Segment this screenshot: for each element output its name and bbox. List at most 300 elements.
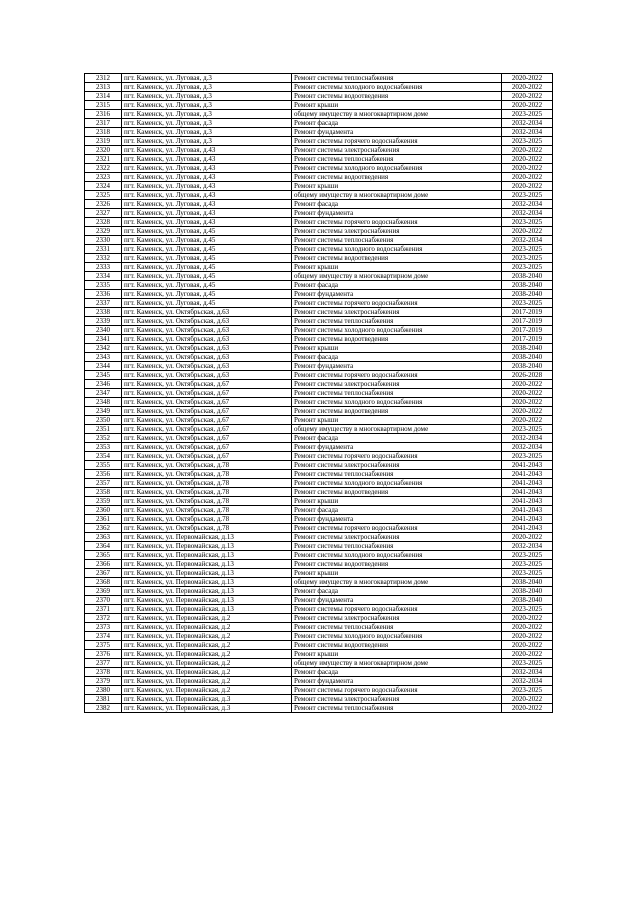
row-number: 2323 <box>85 173 122 182</box>
table-row <box>85 506 553 515</box>
table-row <box>85 398 553 407</box>
address-cell: пгт. Каменск, ул. Луговая, д.45 <box>122 299 292 308</box>
work-type-cell: Ремонт системы электроснабжения <box>292 695 502 704</box>
address-cell: пгт. Каменск, ул. Луговая, д.45 <box>122 272 292 281</box>
row-number: 2379 <box>85 677 122 686</box>
row-number: 2348 <box>85 398 122 407</box>
period-cell: 2038-2040 <box>502 596 553 605</box>
period-cell: 2020-2022 <box>502 641 553 650</box>
row-number: 2378 <box>85 668 122 677</box>
work-type-cell: Ремонт системы горячего водоснабжения <box>292 299 502 308</box>
work-type-cell: общему имуществу в многоквартирном доме <box>292 578 502 587</box>
period-cell: 2020-2022 <box>502 704 553 713</box>
row-number: 2373 <box>85 623 122 632</box>
table-row <box>85 452 553 461</box>
period-cell: 2020-2022 <box>502 416 553 425</box>
address-cell: пгт. Каменск, ул. Первомайская, д.13 <box>122 605 292 614</box>
address-cell: пгт. Каменск, ул. Луговая, д.3 <box>122 92 292 101</box>
work-type-cell: Ремонт крыши <box>292 182 502 191</box>
row-number: 2342 <box>85 344 122 353</box>
address-cell: пгт. Каменск, ул. Октябрьская, д.63 <box>122 344 292 353</box>
period-cell: 2023-2025 <box>502 110 553 119</box>
table-row <box>85 182 553 191</box>
period-cell: 2026-2028 <box>502 371 553 380</box>
address-cell: пгт. Каменск, ул. Первомайская, д.3 <box>122 704 292 713</box>
work-type-cell: общему имуществу в многоквартирном доме <box>292 659 502 668</box>
work-type-cell: Ремонт фасада <box>292 587 502 596</box>
address-cell: пгт. Каменск, ул. Октябрьская, д.67 <box>122 425 292 434</box>
table-row <box>85 497 553 506</box>
work-type-cell: Ремонт фасада <box>292 506 502 515</box>
address-cell: пгт. Каменск, ул. Октябрьская, д.67 <box>122 416 292 425</box>
address-cell: пгт. Каменск, ул. Луговая, д.43 <box>122 146 292 155</box>
table-row <box>85 353 553 362</box>
work-type-cell: Ремонт крыши <box>292 263 502 272</box>
work-type-cell: Ремонт системы электроснабжения <box>292 614 502 623</box>
work-type-cell: Ремонт фундамента <box>292 128 502 137</box>
period-cell: 2032-2034 <box>502 434 553 443</box>
period-cell: 2041-2043 <box>502 479 553 488</box>
period-cell: 2023-2025 <box>502 452 553 461</box>
row-number: 2332 <box>85 254 122 263</box>
period-cell: 2017-2019 <box>502 326 553 335</box>
table-row <box>85 173 553 182</box>
table-row <box>85 245 553 254</box>
row-number: 2316 <box>85 110 122 119</box>
row-number: 2344 <box>85 362 122 371</box>
work-type-cell: Ремонт фасада <box>292 434 502 443</box>
row-number: 2357 <box>85 479 122 488</box>
work-type-cell: общему имуществу в многоквартирном доме <box>292 272 502 281</box>
address-cell: пгт. Каменск, ул. Луговая, д.43 <box>122 209 292 218</box>
work-type-cell: Ремонт системы горячего водоснабжения <box>292 686 502 695</box>
address-cell: пгт. Каменск, ул. Октябрьская, д.78 <box>122 524 292 533</box>
work-type-cell: Ремонт фундамента <box>292 677 502 686</box>
work-type-cell: Ремонт системы электроснабжения <box>292 461 502 470</box>
address-cell: пгт. Каменск, ул. Луговая, д.43 <box>122 218 292 227</box>
period-cell: 2032-2034 <box>502 119 553 128</box>
row-number: 2369 <box>85 587 122 596</box>
table-row <box>85 299 553 308</box>
period-cell: 2020-2022 <box>502 92 553 101</box>
table-row <box>85 344 553 353</box>
address-cell: пгт. Каменск, ул. Октябрьская, д.63 <box>122 326 292 335</box>
table-row <box>85 659 553 668</box>
address-cell: пгт. Каменск, ул. Первомайская, д.13 <box>122 533 292 542</box>
period-cell: 2038-2040 <box>502 362 553 371</box>
period-cell: 2023-2025 <box>502 686 553 695</box>
work-type-cell: общему имуществу в многоквартирном доме <box>292 110 502 119</box>
period-cell: 2023-2025 <box>502 191 553 200</box>
row-number: 2321 <box>85 155 122 164</box>
work-type-cell: Ремонт крыши <box>292 416 502 425</box>
table-row <box>85 146 553 155</box>
table-row <box>85 92 553 101</box>
address-cell: пгт. Каменск, ул. Луговая, д.3 <box>122 137 292 146</box>
address-cell: пгт. Каменск, ул. Первомайская, д.2 <box>122 677 292 686</box>
table-row <box>85 614 553 623</box>
address-cell: пгт. Каменск, ул. Октябрьская, д.67 <box>122 443 292 452</box>
row-number: 2337 <box>85 299 122 308</box>
table-row <box>85 380 553 389</box>
row-number: 2372 <box>85 614 122 623</box>
work-type-cell: Ремонт фасада <box>292 200 502 209</box>
address-cell: пгт. Каменск, ул. Октябрьская, д.63 <box>122 308 292 317</box>
table-row <box>85 488 553 497</box>
address-cell: пгт. Каменск, ул. Первомайская, д.2 <box>122 623 292 632</box>
table-row <box>85 677 553 686</box>
table-row <box>85 236 553 245</box>
period-cell: 2023-2025 <box>502 425 553 434</box>
period-cell: 2023-2025 <box>502 137 553 146</box>
address-cell: пгт. Каменск, ул. Октябрьская, д.67 <box>122 407 292 416</box>
row-number: 2331 <box>85 245 122 254</box>
work-type-cell: Ремонт фундамента <box>292 596 502 605</box>
table-row <box>85 560 553 569</box>
period-cell: 2038-2040 <box>502 344 553 353</box>
period-cell: 2020-2022 <box>502 407 553 416</box>
row-number: 2329 <box>85 227 122 236</box>
period-cell: 2023-2025 <box>502 254 553 263</box>
table-row <box>85 317 553 326</box>
address-cell: пгт. Каменск, ул. Октябрьская, д.78 <box>122 506 292 515</box>
table-body <box>85 74 553 713</box>
work-type-cell: Ремонт системы теплоснабжения <box>292 470 502 479</box>
work-type-cell: Ремонт системы горячего водоснабжения <box>292 137 502 146</box>
row-number: 2354 <box>85 452 122 461</box>
table-row <box>85 416 553 425</box>
row-number: 2313 <box>85 83 122 92</box>
address-cell: пгт. Каменск, ул. Октябрьская, д.63 <box>122 335 292 344</box>
work-type-cell: Ремонт системы холодного водоснабжения <box>292 479 502 488</box>
address-cell: пгт. Каменск, ул. Луговая, д.43 <box>122 164 292 173</box>
table-row <box>85 569 553 578</box>
address-cell: пгт. Каменск, ул. Луговая, д.3 <box>122 128 292 137</box>
table-row <box>85 443 553 452</box>
work-type-cell: Ремонт системы теплоснабжения <box>292 74 502 83</box>
row-number: 2343 <box>85 353 122 362</box>
row-number: 2322 <box>85 164 122 173</box>
address-cell: пгт. Каменск, ул. Октябрьская, д.78 <box>122 488 292 497</box>
address-cell: пгт. Каменск, ул. Первомайская, д.13 <box>122 560 292 569</box>
row-number: 2314 <box>85 92 122 101</box>
work-type-cell: Ремонт системы холодного водоснабжения <box>292 551 502 560</box>
work-type-cell: Ремонт фундамента <box>292 290 502 299</box>
row-number: 2333 <box>85 263 122 272</box>
table-row <box>85 623 553 632</box>
row-number: 2341 <box>85 335 122 344</box>
period-cell: 2032-2034 <box>502 542 553 551</box>
table-row <box>85 254 553 263</box>
table-row <box>85 263 553 272</box>
row-number: 2315 <box>85 101 122 110</box>
row-number: 2360 <box>85 506 122 515</box>
period-cell: 2020-2022 <box>502 146 553 155</box>
row-number: 2376 <box>85 650 122 659</box>
address-cell: пгт. Каменск, ул. Первомайская, д.13 <box>122 578 292 587</box>
table-row <box>85 515 553 524</box>
address-cell: пгт. Каменск, ул. Луговая, д.43 <box>122 155 292 164</box>
table-row <box>85 200 553 209</box>
work-type-cell: Ремонт системы электроснабжения <box>292 227 502 236</box>
address-cell: пгт. Каменск, ул. Луговая, д.3 <box>122 110 292 119</box>
table-row <box>85 533 553 542</box>
address-cell: пгт. Каменск, ул. Октябрьская, д.78 <box>122 479 292 488</box>
table-row <box>85 524 553 533</box>
address-cell: пгт. Каменск, ул. Первомайская, д.13 <box>122 551 292 560</box>
table-row <box>85 74 553 83</box>
work-type-cell: Ремонт фасада <box>292 353 502 362</box>
table-row <box>85 479 553 488</box>
table-row <box>85 551 553 560</box>
address-cell: пгт. Каменск, ул. Октябрьская, д.78 <box>122 515 292 524</box>
period-cell: 2020-2022 <box>502 101 553 110</box>
period-cell: 2041-2043 <box>502 524 553 533</box>
row-number: 2375 <box>85 641 122 650</box>
row-number: 2350 <box>85 416 122 425</box>
address-cell: пгт. Каменск, ул. Луговая, д.3 <box>122 83 292 92</box>
row-number: 2380 <box>85 686 122 695</box>
row-number: 2367 <box>85 569 122 578</box>
row-number: 2324 <box>85 182 122 191</box>
work-type-cell: Ремонт системы горячего водоснабжения <box>292 218 502 227</box>
period-cell: 2020-2022 <box>502 650 553 659</box>
period-cell: 2032-2034 <box>502 677 553 686</box>
table-row <box>85 425 553 434</box>
table-row <box>85 290 553 299</box>
period-cell: 2020-2022 <box>502 182 553 191</box>
address-cell: пгт. Каменск, ул. Октябрьская, д.63 <box>122 371 292 380</box>
work-type-cell: Ремонт фундамента <box>292 443 502 452</box>
table-row <box>85 461 553 470</box>
period-cell: 2020-2022 <box>502 533 553 542</box>
work-type-cell: Ремонт фундамента <box>292 209 502 218</box>
work-type-cell: Ремонт крыши <box>292 101 502 110</box>
address-cell: пгт. Каменск, ул. Первомайская, д.2 <box>122 668 292 677</box>
table-row <box>85 308 553 317</box>
work-type-cell: Ремонт системы водоотведения <box>292 92 502 101</box>
row-number: 2340 <box>85 326 122 335</box>
table-row <box>85 632 553 641</box>
period-cell: 2023-2025 <box>502 218 553 227</box>
work-type-cell: Ремонт системы теплоснабжения <box>292 317 502 326</box>
period-cell: 2041-2043 <box>502 488 553 497</box>
period-cell: 2038-2040 <box>502 587 553 596</box>
row-number: 2345 <box>85 371 122 380</box>
period-cell: 2041-2043 <box>502 497 553 506</box>
period-cell: 2038-2040 <box>502 281 553 290</box>
row-number: 2351 <box>85 425 122 434</box>
address-cell: пгт. Каменск, ул. Октябрьская, д.63 <box>122 353 292 362</box>
work-type-cell: Ремонт системы холодного водоснабжения <box>292 398 502 407</box>
table-row <box>85 587 553 596</box>
row-number: 2371 <box>85 605 122 614</box>
row-number: 2336 <box>85 290 122 299</box>
period-cell: 2023-2025 <box>502 560 553 569</box>
row-number: 2330 <box>85 236 122 245</box>
row-number: 2328 <box>85 218 122 227</box>
period-cell: 2032-2034 <box>502 443 553 452</box>
work-type-cell: общему имуществу в многоквартирном доме <box>292 425 502 434</box>
period-cell: 2020-2022 <box>502 389 553 398</box>
address-cell: пгт. Каменск, ул. Октябрьская, д.63 <box>122 317 292 326</box>
table-row <box>85 137 553 146</box>
period-cell: 2038-2040 <box>502 272 553 281</box>
table-row <box>85 326 553 335</box>
period-cell: 2017-2019 <box>502 308 553 317</box>
row-number: 2346 <box>85 380 122 389</box>
period-cell: 2041-2043 <box>502 506 553 515</box>
table-row <box>85 371 553 380</box>
address-cell: пгт. Каменск, ул. Луговая, д.45 <box>122 227 292 236</box>
period-cell: 2032-2034 <box>502 668 553 677</box>
work-type-cell: Ремонт системы теплоснабжения <box>292 623 502 632</box>
period-cell: 2020-2022 <box>502 398 553 407</box>
table-row <box>85 209 553 218</box>
address-cell: пгт. Каменск, ул. Октябрьская, д.78 <box>122 461 292 470</box>
row-number: 2377 <box>85 659 122 668</box>
row-number: 2359 <box>85 497 122 506</box>
work-type-cell: Ремонт системы теплоснабжения <box>292 704 502 713</box>
period-cell: 2020-2022 <box>502 83 553 92</box>
work-type-cell: Ремонт системы теплоснабжения <box>292 236 502 245</box>
address-cell: пгт. Каменск, ул. Луговая, д.3 <box>122 101 292 110</box>
table-row <box>85 704 553 713</box>
row-number: 2355 <box>85 461 122 470</box>
table-row <box>85 596 553 605</box>
period-cell: 2041-2043 <box>502 515 553 524</box>
period-cell: 2020-2022 <box>502 614 553 623</box>
row-number: 2326 <box>85 200 122 209</box>
period-cell: 2020-2022 <box>502 695 553 704</box>
row-number: 2365 <box>85 551 122 560</box>
row-number: 2319 <box>85 137 122 146</box>
address-cell: пгт. Каменск, ул. Октябрьская, д.67 <box>122 398 292 407</box>
row-number: 2320 <box>85 146 122 155</box>
address-cell: пгт. Каменск, ул. Луговая, д.43 <box>122 173 292 182</box>
row-number: 2368 <box>85 578 122 587</box>
address-cell: пгт. Каменск, ул. Первомайская, д.13 <box>122 569 292 578</box>
work-type-cell: Ремонт крыши <box>292 497 502 506</box>
row-number: 2374 <box>85 632 122 641</box>
period-cell: 2020-2022 <box>502 173 553 182</box>
address-cell: пгт. Каменск, ул. Первомайская, д.2 <box>122 632 292 641</box>
period-cell: 2023-2025 <box>502 659 553 668</box>
row-number: 2335 <box>85 281 122 290</box>
table-row <box>85 335 553 344</box>
work-type-cell: Ремонт системы горячего водоснабжения <box>292 605 502 614</box>
row-number: 2381 <box>85 695 122 704</box>
address-cell: пгт. Каменск, ул. Октябрьская, д.78 <box>122 470 292 479</box>
period-cell: 2023-2025 <box>502 245 553 254</box>
row-number: 2358 <box>85 488 122 497</box>
period-cell: 2020-2022 <box>502 164 553 173</box>
work-type-cell: Ремонт системы теплоснабжения <box>292 389 502 398</box>
row-number: 2318 <box>85 128 122 137</box>
work-type-cell: Ремонт фундамента <box>292 362 502 371</box>
row-number: 2366 <box>85 560 122 569</box>
work-type-cell: Ремонт системы холодного водоснабжения <box>292 83 502 92</box>
table-row <box>85 542 553 551</box>
period-cell: 2023-2025 <box>502 551 553 560</box>
table-row <box>85 101 553 110</box>
address-cell: пгт. Каменск, ул. Луговая, д.45 <box>122 281 292 290</box>
work-type-cell: Ремонт системы водоотведения <box>292 335 502 344</box>
address-cell: пгт. Каменск, ул. Первомайская, д.13 <box>122 587 292 596</box>
work-type-cell: Ремонт системы водоотведения <box>292 641 502 650</box>
address-cell: пгт. Каменск, ул. Луговая, д.3 <box>122 119 292 128</box>
period-cell: 2020-2022 <box>502 380 553 389</box>
period-cell: 2023-2025 <box>502 263 553 272</box>
address-cell: пгт. Каменск, ул. Первомайская, д.2 <box>122 686 292 695</box>
row-number: 2327 <box>85 209 122 218</box>
table-row <box>85 578 553 587</box>
work-type-cell: Ремонт системы теплоснабжения <box>292 155 502 164</box>
row-number: 2339 <box>85 317 122 326</box>
address-cell: пгт. Каменск, ул. Луговая, д.45 <box>122 290 292 299</box>
period-cell: 2038-2040 <box>502 353 553 362</box>
table-row <box>85 650 553 659</box>
address-cell: пгт. Каменск, ул. Октябрьская, д.67 <box>122 434 292 443</box>
work-type-cell: Ремонт системы водоотведения <box>292 173 502 182</box>
address-cell: пгт. Каменск, ул. Первомайская, д.2 <box>122 614 292 623</box>
period-cell: 2038-2040 <box>502 290 553 299</box>
row-number: 2325 <box>85 191 122 200</box>
period-cell: 2038-2040 <box>502 578 553 587</box>
work-type-cell: Ремонт фундамента <box>292 515 502 524</box>
row-number: 2338 <box>85 308 122 317</box>
table-row <box>85 362 553 371</box>
work-type-cell: Ремонт системы холодного водоснабжения <box>292 326 502 335</box>
table-row <box>85 119 553 128</box>
table-row <box>85 128 553 137</box>
row-number: 2347 <box>85 389 122 398</box>
period-cell: 2023-2025 <box>502 569 553 578</box>
table-row <box>85 191 553 200</box>
row-number: 2352 <box>85 434 122 443</box>
period-cell: 2032-2034 <box>502 200 553 209</box>
period-cell: 2017-2019 <box>502 335 553 344</box>
address-cell: пгт. Каменск, ул. Луговая, д.43 <box>122 200 292 209</box>
row-number: 2312 <box>85 74 122 83</box>
period-cell: 2032-2034 <box>502 236 553 245</box>
table-row <box>85 695 553 704</box>
work-type-cell: Ремонт фасада <box>292 119 502 128</box>
table-row <box>85 407 553 416</box>
row-number: 2362 <box>85 524 122 533</box>
address-cell: пгт. Каменск, ул. Октябрьская, д.63 <box>122 362 292 371</box>
table-row <box>85 281 553 290</box>
period-cell: 2020-2022 <box>502 623 553 632</box>
table-row <box>85 668 553 677</box>
row-number: 2361 <box>85 515 122 524</box>
row-number: 2363 <box>85 533 122 542</box>
period-cell: 2020-2022 <box>502 632 553 641</box>
address-cell: пгт. Каменск, ул. Луговая, д.43 <box>122 191 292 200</box>
row-number: 2370 <box>85 596 122 605</box>
address-cell: пгт. Каменск, ул. Первомайская, д.2 <box>122 641 292 650</box>
address-cell: пгт. Каменск, ул. Луговая, д.45 <box>122 236 292 245</box>
work-type-cell: общему имуществу в многоквартирном доме <box>292 191 502 200</box>
table-row <box>85 155 553 164</box>
address-cell: пгт. Каменск, ул. Первомайская, д.13 <box>122 542 292 551</box>
period-cell: 2020-2022 <box>502 227 553 236</box>
address-cell: пгт. Каменск, ул. Первомайская, д.13 <box>122 596 292 605</box>
address-cell: пгт. Каменск, ул. Октябрьская, д.67 <box>122 452 292 461</box>
address-cell: пгт. Каменск, ул. Октябрьская, д.78 <box>122 497 292 506</box>
row-number: 2353 <box>85 443 122 452</box>
repair-schedule-table <box>84 73 553 713</box>
